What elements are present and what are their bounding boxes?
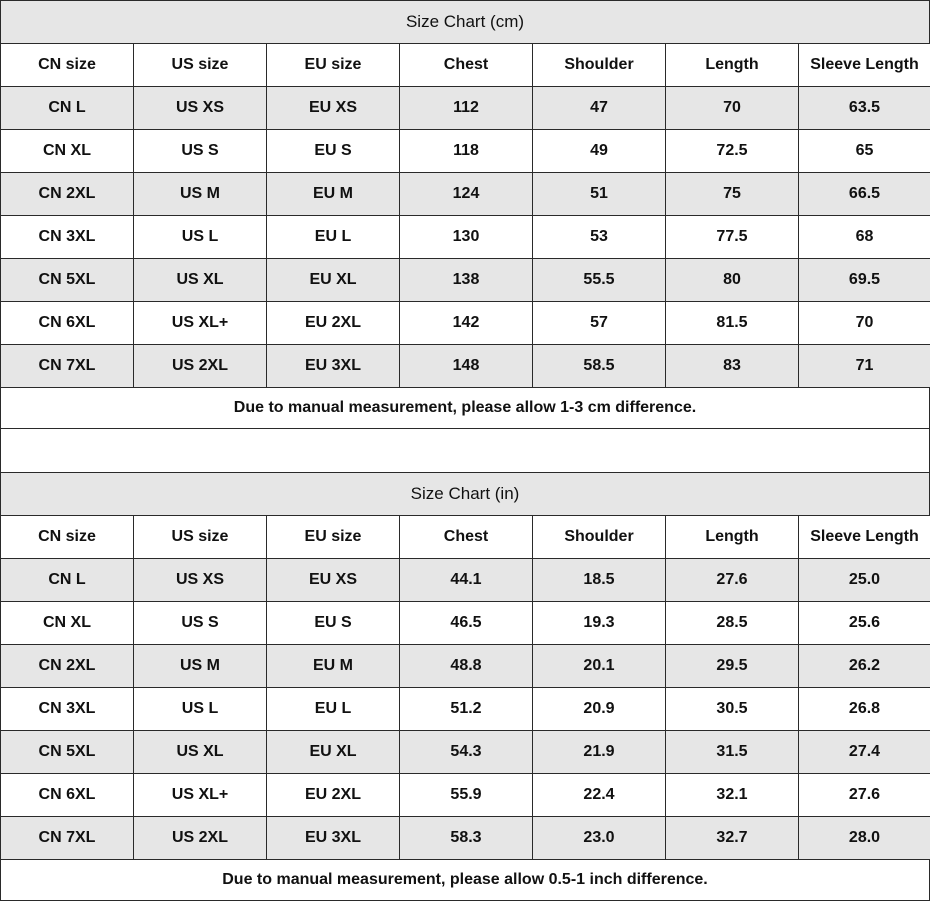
table-cell: 20.9 — [532, 688, 665, 730]
table-cell: EU M — [266, 173, 399, 215]
table-cell: 118 — [399, 130, 532, 172]
table-cell: 29.5 — [665, 645, 798, 687]
chart-title: Size Chart (cm) — [0, 0, 930, 43]
table-cell: 69.5 — [798, 259, 930, 301]
table-cell: US L — [133, 216, 266, 258]
table-row — [0, 344, 930, 387]
size-chart-in — [0, 472, 930, 901]
table-cell: 72.5 — [665, 130, 798, 172]
table-cell: CN 6XL — [0, 774, 133, 816]
table-cell: US L — [133, 688, 266, 730]
table-row — [0, 730, 930, 773]
table-cell: CN 7XL — [0, 345, 133, 387]
table-cell: 70 — [665, 87, 798, 129]
table-cell: CN 3XL — [0, 688, 133, 730]
table-cell: 51 — [532, 173, 665, 215]
table-cell: US S — [133, 602, 266, 644]
table-row — [0, 172, 930, 215]
header-cell: Shoulder — [532, 44, 665, 86]
table-cell: 27.6 — [665, 559, 798, 601]
table-cell: EU 3XL — [266, 817, 399, 859]
table-cell: US 2XL — [133, 817, 266, 859]
header-cell: US size — [133, 516, 266, 558]
table-cell: CN XL — [0, 130, 133, 172]
table-cell: 55.5 — [532, 259, 665, 301]
table-cell: US XL+ — [133, 302, 266, 344]
table-cell: 65 — [798, 130, 930, 172]
header-cell: EU size — [266, 44, 399, 86]
table-cell: 55.9 — [399, 774, 532, 816]
table-cell: 81.5 — [665, 302, 798, 344]
table-cell: 53 — [532, 216, 665, 258]
table-cell: 48.8 — [399, 645, 532, 687]
table-cell: CN 2XL — [0, 173, 133, 215]
table-cell: EU 2XL — [266, 774, 399, 816]
table-row — [0, 129, 930, 172]
table-cell: 28.5 — [665, 602, 798, 644]
table-cell: CN L — [0, 87, 133, 129]
header-cell: EU size — [266, 516, 399, 558]
header-cell: Shoulder — [532, 516, 665, 558]
table-cell: CN L — [0, 559, 133, 601]
table-row — [0, 215, 930, 258]
table-cell: 32.1 — [665, 774, 798, 816]
table-row — [0, 773, 930, 816]
table-cell: EU M — [266, 645, 399, 687]
header-cell: CN size — [0, 44, 133, 86]
table-cell: EU 2XL — [266, 302, 399, 344]
table-cell: 31.5 — [665, 731, 798, 773]
table-cell: 18.5 — [532, 559, 665, 601]
table-cell: 58.5 — [532, 345, 665, 387]
table-cell: 75 — [665, 173, 798, 215]
table-row — [0, 644, 930, 687]
table-cell: US XL — [133, 259, 266, 301]
table-cell: 21.9 — [532, 731, 665, 773]
table-cell: US 2XL — [133, 345, 266, 387]
table-cell: EU XS — [266, 87, 399, 129]
table-cell: 124 — [399, 173, 532, 215]
table-cell: EU 3XL — [266, 345, 399, 387]
header-cell: CN size — [0, 516, 133, 558]
table-row — [0, 301, 930, 344]
table-row — [0, 601, 930, 644]
table-cell: 71 — [798, 345, 930, 387]
table-cell: 112 — [399, 87, 532, 129]
table-cell: 57 — [532, 302, 665, 344]
table-cell: EU S — [266, 130, 399, 172]
header-row — [0, 43, 930, 86]
table-row — [0, 258, 930, 301]
table-cell: 142 — [399, 302, 532, 344]
table-cell: US XS — [133, 559, 266, 601]
table-row — [0, 687, 930, 730]
table-cell: EU XL — [266, 259, 399, 301]
header-cell: Chest — [399, 44, 532, 86]
table-cell: 20.1 — [532, 645, 665, 687]
table-cell: 26.8 — [798, 688, 930, 730]
section-spacer — [0, 429, 930, 472]
header-cell: US size — [133, 44, 266, 86]
table-cell: 23.0 — [532, 817, 665, 859]
table-cell: EU L — [266, 688, 399, 730]
header-cell: Sleeve Length — [798, 516, 930, 558]
table-cell: CN 5XL — [0, 259, 133, 301]
table-cell: 32.7 — [665, 817, 798, 859]
table-cell: 28.0 — [798, 817, 930, 859]
table-cell: US XS — [133, 87, 266, 129]
table-cell: 49 — [532, 130, 665, 172]
table-cell: 83 — [665, 345, 798, 387]
table-cell: CN 7XL — [0, 817, 133, 859]
table-cell: 19.3 — [532, 602, 665, 644]
header-cell: Length — [665, 516, 798, 558]
table-row — [0, 86, 930, 129]
table-cell: CN 3XL — [0, 216, 133, 258]
table-cell: 51.2 — [399, 688, 532, 730]
table-cell: EU L — [266, 216, 399, 258]
table-cell: CN 2XL — [0, 645, 133, 687]
table-cell: US M — [133, 645, 266, 687]
table-cell: US XL — [133, 731, 266, 773]
table-cell: CN 6XL — [0, 302, 133, 344]
table-cell: 148 — [399, 345, 532, 387]
table-cell: US M — [133, 173, 266, 215]
table-cell: 138 — [399, 259, 532, 301]
table-cell: 27.4 — [798, 731, 930, 773]
table-cell: US XL+ — [133, 774, 266, 816]
size-chart-cm — [0, 0, 930, 429]
table-cell: 46.5 — [399, 602, 532, 644]
table-cell: 27.6 — [798, 774, 930, 816]
table-row — [0, 816, 930, 859]
table-cell: CN XL — [0, 602, 133, 644]
table-cell: 68 — [798, 216, 930, 258]
header-cell: Chest — [399, 516, 532, 558]
measurement-note: Due to manual measurement, please allow 0.5-1 inch difference. — [0, 859, 930, 901]
chart-title: Size Chart (in) — [0, 472, 930, 515]
table-cell: 25.0 — [798, 559, 930, 601]
table-cell: CN 5XL — [0, 731, 133, 773]
table-row — [0, 558, 930, 601]
table-cell: 47 — [532, 87, 665, 129]
table-cell: 66.5 — [798, 173, 930, 215]
table-cell: 70 — [798, 302, 930, 344]
table-cell: 22.4 — [532, 774, 665, 816]
table-cell: 80 — [665, 259, 798, 301]
table-cell: 44.1 — [399, 559, 532, 601]
header-cell: Length — [665, 44, 798, 86]
measurement-note: Due to manual measurement, please allow 1-3 cm difference. — [0, 387, 930, 429]
table-cell: 25.6 — [798, 602, 930, 644]
table-cell: 58.3 — [399, 817, 532, 859]
table-cell: 54.3 — [399, 731, 532, 773]
table-cell: EU XL — [266, 731, 399, 773]
table-cell: EU S — [266, 602, 399, 644]
table-cell: 30.5 — [665, 688, 798, 730]
table-cell: 130 — [399, 216, 532, 258]
header-row — [0, 515, 930, 558]
table-cell: 77.5 — [665, 216, 798, 258]
table-cell: 26.2 — [798, 645, 930, 687]
header-cell: Sleeve Length — [798, 44, 930, 86]
table-cell: EU XS — [266, 559, 399, 601]
table-cell: US S — [133, 130, 266, 172]
table-cell: 63.5 — [798, 87, 930, 129]
